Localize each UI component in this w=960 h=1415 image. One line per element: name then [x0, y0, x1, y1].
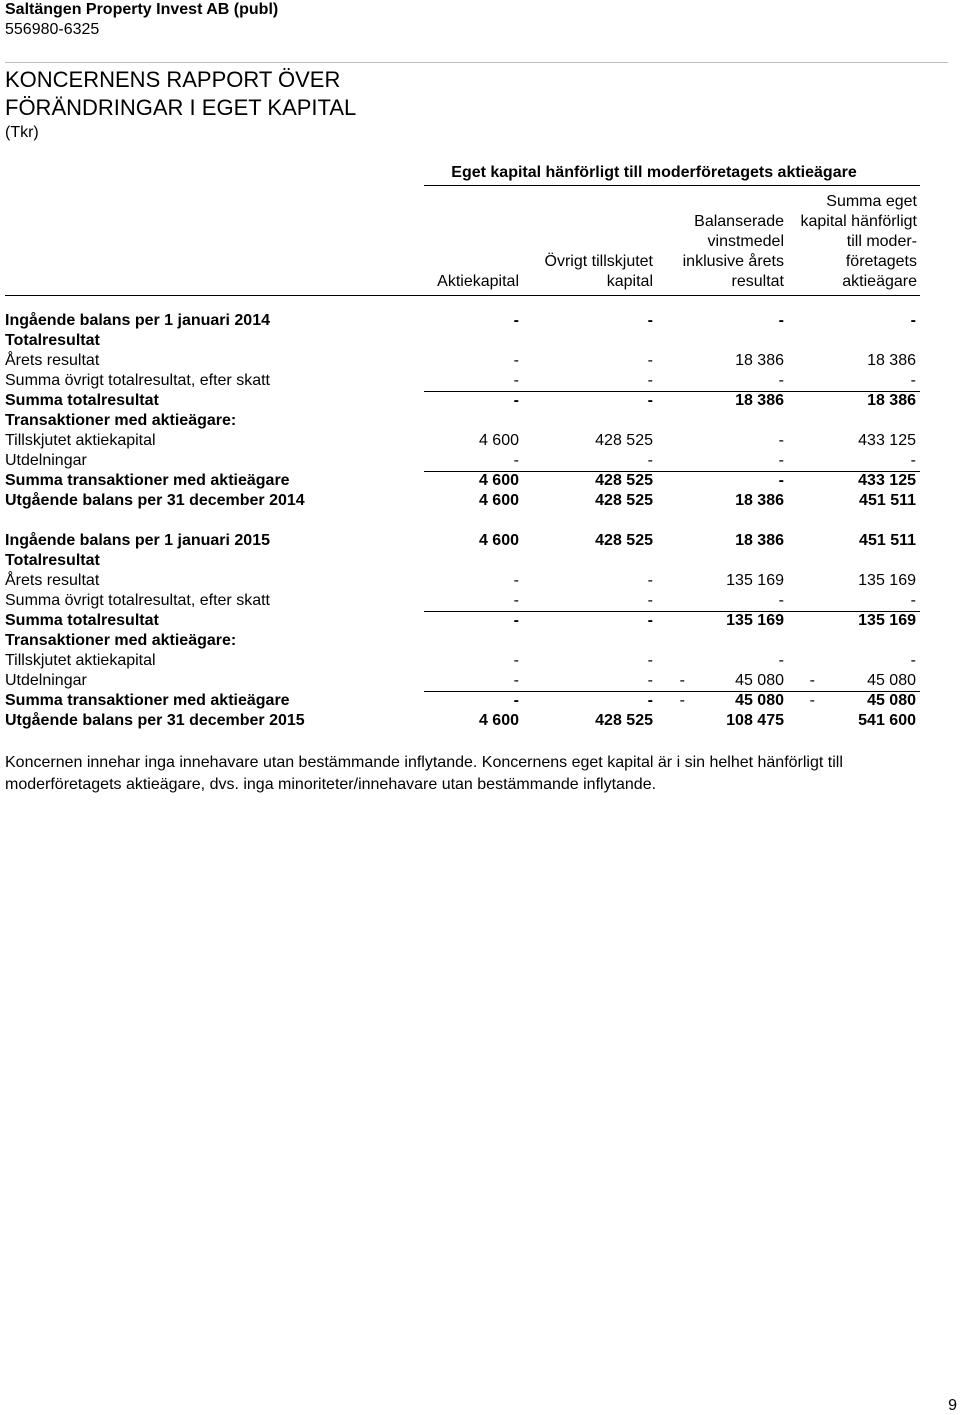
- cell-value: -: [910, 592, 916, 609]
- cell-value: 4 600: [478, 492, 519, 509]
- cell-value: -: [647, 312, 653, 329]
- table-row: [0, 411, 960, 431]
- cell-value: 428 525: [595, 492, 653, 509]
- column-header-aktiekapital: [369, 190, 519, 292]
- page-number: 9: [948, 1397, 957, 1414]
- cell-value: -: [647, 352, 653, 369]
- report-title: [5, 66, 356, 122]
- table-row: [0, 691, 960, 711]
- cell-value: 541 600: [858, 712, 916, 729]
- cell-value: 18 386: [735, 532, 784, 549]
- row-label: Tillskjutet aktiekapital: [5, 432, 156, 449]
- cell-value: 451 511: [859, 492, 916, 509]
- table-row: [0, 611, 960, 631]
- row-label: Summa transaktioner med aktieägare: [5, 472, 290, 489]
- column-header-line: vinstmedel: [707, 233, 784, 250]
- cell-value: -: [647, 612, 653, 629]
- cell-value: -: [778, 372, 784, 389]
- cell-value: -: [778, 592, 784, 609]
- row-label: Utdelningar: [5, 452, 87, 469]
- cell-value: -: [513, 452, 519, 469]
- cell-value: -: [778, 312, 784, 329]
- org-number: 556980-6325: [5, 21, 100, 38]
- column-header-balanserade-vinstmedel: [634, 190, 784, 292]
- row-label: Summa övrigt totalresultat, efter skatt: [5, 592, 270, 609]
- table-row: [0, 471, 960, 491]
- negative-sign: -: [679, 692, 685, 709]
- report-title-line-2: FÖRÄNDRINGAR I EGET KAPITAL: [5, 95, 357, 120]
- cell-value: 135 169: [726, 572, 784, 589]
- row-label: Årets resultat: [5, 572, 100, 589]
- row-label: Summa övrigt totalresultat, efter skatt: [5, 372, 270, 389]
- cell-value: -: [513, 652, 519, 669]
- cell-value: 428 525: [595, 532, 653, 549]
- row-label: Ingående balans per 1 januari 2014: [5, 312, 270, 329]
- cell-value: 135 169: [726, 612, 784, 629]
- cell-value: 428 525: [595, 432, 653, 449]
- table-row: [0, 591, 960, 611]
- cell-value: 433 125: [858, 432, 916, 449]
- column-header-line: Balanserade: [694, 213, 784, 230]
- column-header-line: företagets: [845, 253, 917, 270]
- cell-value: -: [910, 372, 916, 389]
- cell-value: -: [647, 392, 653, 409]
- column-header-ovrigt-tillskjutet-kapital: [503, 190, 653, 292]
- row-label: Årets resultat: [5, 352, 100, 369]
- row-label: Ingående balans per 1 januari 2015: [5, 532, 270, 549]
- cell-value: -: [513, 612, 519, 629]
- cell-value: -: [513, 672, 519, 689]
- table-row: [0, 371, 960, 391]
- cell-value: -: [513, 392, 519, 409]
- cell-value: 18 386: [867, 392, 916, 409]
- table-row: [0, 571, 960, 591]
- cell-value: -: [647, 592, 653, 609]
- column-header-line: Aktiekapital: [437, 273, 519, 290]
- cell-value: 18 386: [867, 352, 916, 369]
- cell-value: -: [910, 652, 916, 669]
- cell-value: -: [778, 452, 784, 469]
- table-row: [0, 431, 960, 451]
- cell-value: -: [910, 312, 916, 329]
- cell-value: 18 386: [735, 352, 784, 369]
- table-row: [0, 631, 960, 651]
- column-header-line: Övrigt tillskjutet: [544, 253, 653, 270]
- column-header-line: till moder-: [846, 233, 917, 250]
- row-label: Transaktioner med aktieägare:: [5, 632, 237, 649]
- cell-value: 45 080: [867, 672, 916, 689]
- cell-value: -: [647, 692, 653, 709]
- row-label: Utgående balans per 31 december 2014: [5, 492, 305, 509]
- column-header-line: kapital hänförligt: [800, 213, 917, 230]
- table-row: [0, 351, 960, 371]
- unit-label: (Tkr): [5, 124, 39, 141]
- cell-value: 428 525: [595, 472, 653, 489]
- cell-value: 135 169: [858, 572, 916, 589]
- cell-value: -: [647, 572, 653, 589]
- table-row: [0, 551, 960, 571]
- column-header-line: kapital: [606, 273, 653, 290]
- cell-value: -: [513, 352, 519, 369]
- cell-value: 4 600: [478, 712, 519, 729]
- cell-value: 108 475: [726, 712, 784, 729]
- row-label: Summa totalresultat: [5, 612, 159, 629]
- table-row: [0, 671, 960, 691]
- cell-value: -: [513, 692, 519, 709]
- cell-value: -: [647, 672, 653, 689]
- column-header-line: inklusive årets: [682, 253, 784, 270]
- cell-value: 135 169: [858, 612, 916, 629]
- column-group-header: Eget kapital hänförligt till moderföretagets aktieägare: [451, 164, 857, 181]
- cell-value: 45 080: [735, 692, 784, 709]
- cell-value: -: [778, 432, 784, 449]
- row-label: Transaktioner med aktieägare:: [5, 412, 237, 429]
- equity-table-body: [0, 311, 960, 731]
- cell-value: -: [513, 312, 519, 329]
- negative-sign: -: [809, 672, 815, 689]
- negative-sign: -: [809, 692, 815, 709]
- table-row: [0, 491, 960, 511]
- column-header-line: aktieägare: [842, 273, 917, 290]
- row-label: Summa transaktioner med aktieägare: [5, 692, 290, 709]
- cell-value: -: [778, 472, 784, 489]
- cell-value: 451 511: [859, 532, 916, 549]
- cell-value: 428 525: [595, 712, 653, 729]
- table-row: [0, 311, 960, 331]
- cell-value: 18 386: [735, 392, 784, 409]
- cell-value: -: [513, 572, 519, 589]
- cell-value: -: [647, 372, 653, 389]
- cell-value: -: [647, 452, 653, 469]
- report-title-line-1: KONCERNENS RAPPORT ÖVER: [5, 67, 341, 92]
- row-label: Utdelningar: [5, 672, 87, 689]
- table-row: [0, 451, 960, 471]
- column-header-divider: [5, 295, 920, 296]
- cell-value: 18 386: [735, 492, 784, 509]
- table-row: [0, 651, 960, 671]
- cell-value: 45 080: [735, 672, 784, 689]
- table-spacer: [0, 511, 960, 531]
- company-name: Saltängen Property Invest AB (publ): [5, 1, 279, 18]
- row-label: Totalresultat: [5, 332, 100, 349]
- row-label: Totalresultat: [5, 552, 100, 569]
- cell-value: 4 600: [478, 472, 519, 489]
- column-header-summa-eget-kapital: [767, 190, 917, 292]
- table-row: [0, 331, 960, 351]
- cell-value: -: [513, 592, 519, 609]
- row-label: Tillskjutet aktiekapital: [5, 652, 156, 669]
- negative-sign: -: [679, 672, 685, 689]
- row-label: Summa totalresultat: [5, 392, 159, 409]
- header-divider: [5, 62, 948, 63]
- cell-value: -: [910, 452, 916, 469]
- cell-value: 4 600: [478, 432, 519, 449]
- table-row: [0, 391, 960, 411]
- column-header-line: resultat: [731, 273, 784, 290]
- table-row: [0, 711, 960, 731]
- table-row: [0, 531, 960, 551]
- column-header-line: Summa eget: [826, 193, 917, 210]
- column-group-divider: [424, 185, 920, 186]
- cell-value: -: [513, 372, 519, 389]
- row-label: Utgående balans per 31 december 2015: [5, 712, 305, 729]
- cell-value: -: [778, 652, 784, 669]
- footnote: Koncernen innehar inga innehavare utan bestämmande inflytande. Koncernens eget kapital är i sin helhet hänförligt till moderföretagets aktieägare, dvs. inga minoriteter/innehavare utan bestämmande inflytande.: [5, 754, 843, 793]
- cell-value: 45 080: [867, 692, 916, 709]
- cell-value: 433 125: [858, 472, 916, 489]
- cell-value: -: [647, 652, 653, 669]
- cell-value: 4 600: [478, 532, 519, 549]
